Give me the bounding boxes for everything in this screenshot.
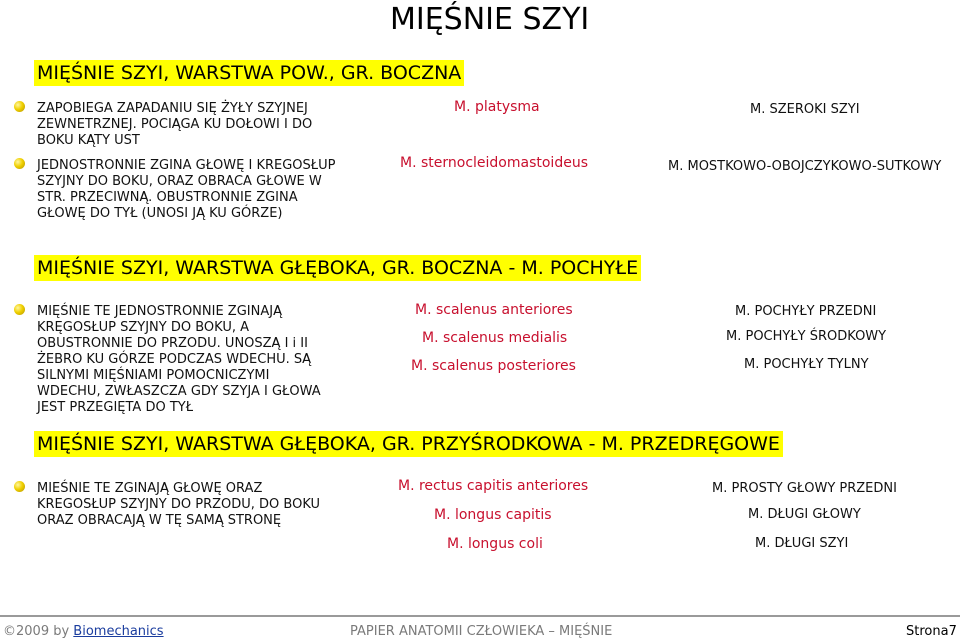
author-link[interactable]: Biomechanics (73, 624, 164, 639)
footer-page-indicator (906, 624, 957, 639)
latin-muscle-name: M. scalenus anteriores (415, 302, 573, 318)
polish-muscle-name: M. MOSTKOWO-OBOJCZYKOWO-SUTKOWY (668, 159, 942, 174)
description-paragraph: ZAPOBIEGA ZAPADANIU SIĘ ŻYŁY SZYJNEJ ZEWNETRZNEJ. POCIĄGA KU DOŁOWI I DO BOKU KĄTY UST (37, 101, 313, 148)
page-title: MIĘŚNIE SZYI (390, 2, 590, 37)
section-heading-deep-medial: MIĘŚNIE SZYI, WARSTWA GŁĘBOKA, GR. PRZYŚRODKOWA - M. PRZEDRĘGOWE (34, 431, 783, 457)
polish-muscle-name: M. SZEROKI SZYI (750, 102, 860, 117)
latin-muscle-name: M. scalenus posteriores (411, 358, 576, 374)
latin-muscle-name: M. scalenus medialis (422, 330, 568, 346)
footer-divider (0, 615, 960, 617)
description-paragraph: MIĘŚNIE TE JEDNOSTRONNIE ZGINAJĄ KRĘGOSŁUP SZYJNY DO BOKU, A OBUSTRONNIE DO PRZODU. UNOSZĄ I i II ŻEBRO KU GÓRZE PODCZAS WDECHU. SĄ SILNYMI MIĘŚNIAMI POMOCNICZYMI WDECHU, ZWŁASZCZA GDY SZYJA I GŁOWA JEST PRZEGIĘTA DO TYŁ (37, 304, 321, 415)
copyright-text: ©2009 by (3, 624, 74, 639)
polish-muscle-name: M. DŁUGI GŁOWY (748, 507, 861, 522)
bullet-icon (14, 101, 25, 112)
polish-muscle-name: M. DŁUGI SZYI (755, 536, 849, 551)
bullet-icon (14, 481, 25, 492)
bullet-icon (14, 158, 25, 169)
section-heading-superficial-lateral: MIĘŚNIE SZYI, WARSTWA POW., GR. BOCZNA (34, 60, 464, 86)
footer-center-text: PAPIER ANATOMII CZŁOWIEKA – MIĘŚNIE (350, 624, 613, 639)
description-paragraph: MIEŚNIE TE ZGINAJĄ GŁOWĘ ORAZ KREGOSŁUP SZYJNY DO PRZODU, DO BOKU ORAZ OBRACAJĄ W TĘ SAMĄ STRONĘ (37, 481, 321, 528)
latin-muscle-name: M. longus capitis (434, 507, 552, 523)
latin-muscle-name: M. platysma (454, 99, 540, 115)
polish-muscle-name: M. POCHYŁY ŚRODKOWY (726, 329, 887, 344)
footer-copyright (3, 624, 164, 639)
latin-muscle-name: M. rectus capitis anteriores (398, 478, 589, 494)
description-paragraph: JEDNOSTRONNIE ZGINA GŁOWĘ I KREGOSŁUP SZYJNY DO BOKU, ORAZ OBRACA GŁOWE W STR. PRZECIWNĄ. OBUSTRONNIE ZGINA GŁOWĘ DO TYŁ (UNOSI JĄ KU GÓRZE) (37, 158, 336, 221)
page-label: Strona (906, 624, 949, 639)
page-number: 7 (948, 624, 957, 639)
latin-muscle-name: M. sternocleidomastoideus (400, 155, 588, 171)
bullet-icon (14, 304, 25, 315)
polish-muscle-name: M. POCHYŁY TYLNY (744, 357, 869, 372)
polish-muscle-name: M. POCHYŁY PRZEDNI (735, 304, 877, 319)
latin-muscle-name: M. longus coli (447, 536, 543, 552)
polish-muscle-name: M. PROSTY GŁOWY PRZEDNI (712, 481, 897, 496)
section-heading-deep-lateral: MIĘŚNIE SZYI, WARSTWA GŁĘBOKA, GR. BOCZNA - M. POCHYŁE (34, 255, 641, 281)
